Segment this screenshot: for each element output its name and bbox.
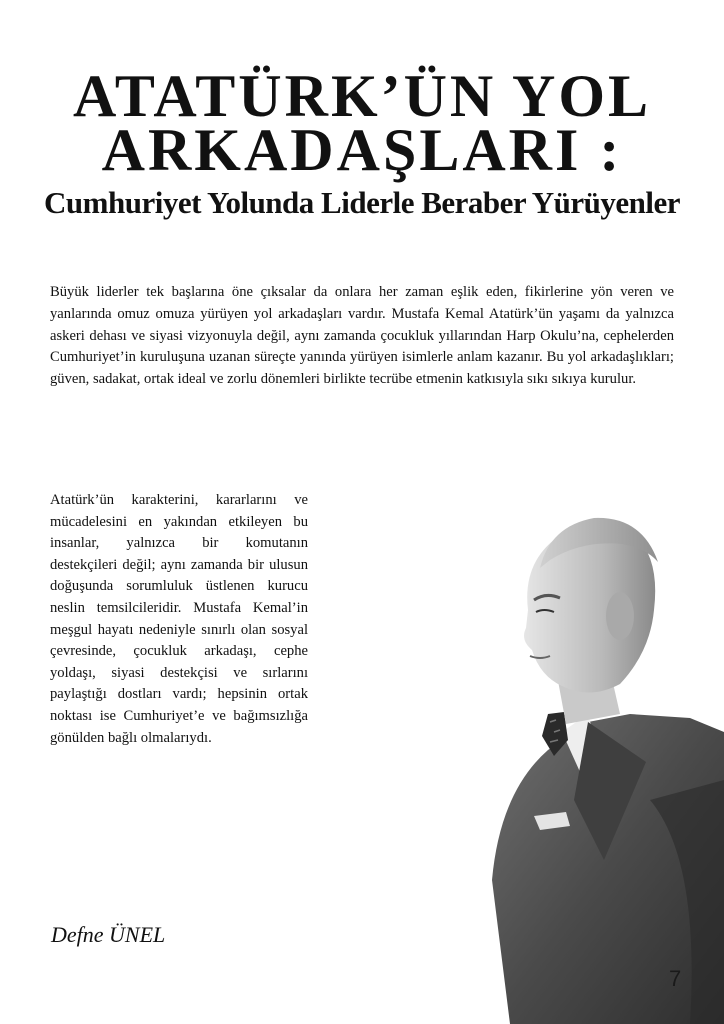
author-signature: Defne ÜNEL: [51, 922, 166, 947]
page-title-line-2: ARKADAŞLARI :: [101, 117, 623, 183]
page-title-line-1: ATATÜRK’ÜN YOL: [72, 63, 652, 129]
page-number: 7: [669, 966, 682, 991]
portrait-photo-icon: [470, 500, 724, 1024]
page-subtitle: Cumhuriyet Yolunda Liderle Beraber Yürüyenler: [44, 185, 680, 220]
intro-paragraph: Büyük liderler tek başlarına öne çıksalar da onlara her zaman eşlik eden, fikirlerine yön veren ve yanlarında omuz omuza yürüyen yol arkadaşları vardır. Mustafa Kemal Atatürk’ün yaşamı da yalnızca askeri dehası ve siyasi vizyonuyla değil, aynı zamanda çocukluk yıllarından Harp Okulu’na, cephelerden Cumhuriyet’in kuruluşuna uzanan süreçte yanında yürüyen isimlerle anlam kazanır. Bu yol arkadaşlıkları; güven, sadakat, ortak ideal ve zorlu dönemleri birlikte tecrübe etmenin katkısıyla sıkı sıkıya kurulur.: [50, 284, 674, 388]
body-paragraph: Atatürk’ün karakterini, kararlarını ve mücadelesini en yakından etkileyen bu insanlar, yalnızca bir komutanın destekçileri değil; aynı zamanda bir ulusun doğuşunda sorumluluk üstlenen kurucu neslin temsilcileridir. Mustafa Kemal’in meşgul hayatı nedeniyle sınırlı olan sosyal çevresinde, çocukluk arkadaşı, cephe yoldaşı, siyasi destekçisi ve sırlarını paylaştığı dostları vardı; hepsinin ortak noktası ise Cumhuriyet’e ve bağımsızlığa gönülden bağlı olmalarıydı.: [50, 492, 308, 746]
